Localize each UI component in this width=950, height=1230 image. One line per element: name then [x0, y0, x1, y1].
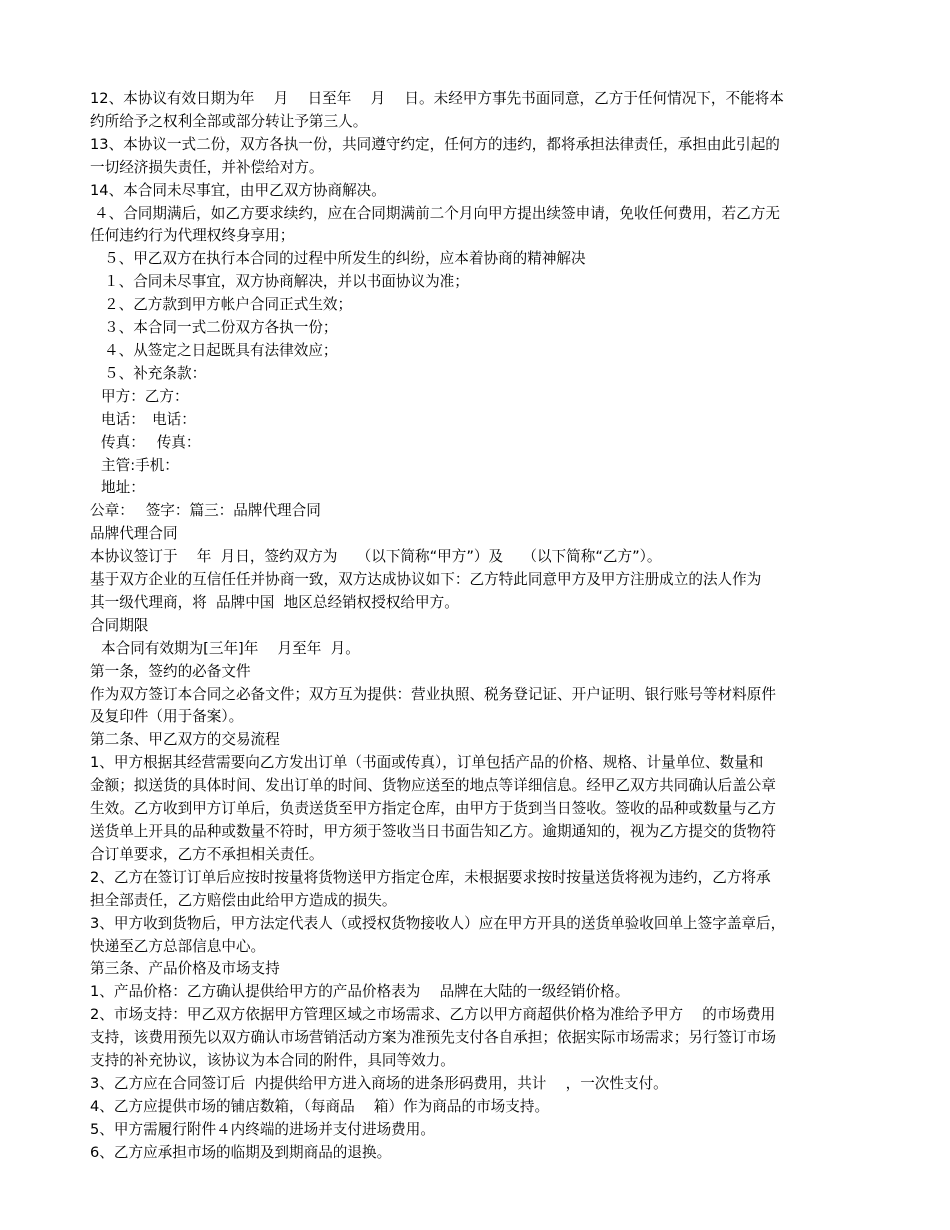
document-line: 本合同有效期为[三年]年 月至年 月。: [101, 639, 360, 657]
document-line: 快递至乙方总部信息中心。: [90, 937, 266, 955]
document-line: 传真： 传真：: [101, 433, 201, 451]
document-line: 第二条、甲乙双方的交易流程: [90, 731, 280, 749]
document-line: 14、本合同未尽事宜，由甲乙双方协商解决。: [90, 181, 386, 199]
document-line: 及复印件（用于备案）。: [90, 708, 244, 726]
document-line: 甲方：乙方：: [101, 387, 189, 405]
document-line: 电话： 电话：: [101, 410, 196, 428]
document-line: 第一条，签约的必备文件: [90, 662, 251, 680]
document-line: ５、补充条款：: [104, 364, 207, 382]
document-line: 本协议签订于 年 月日，签约双方为 （以下简称“甲方”）及 （以下简称“乙方”）。: [90, 548, 662, 566]
document-line: 12、本协议有效日期为年 月 日至年 月 日。未经甲方事先书面同意，乙方于任何情况下，不能将本: [90, 90, 784, 107]
document-line: 一切经济损失责任，并补偿给对方。: [90, 158, 324, 176]
document-line: 2、乙方在签订订单后应按时按量将货物送甲方指定仓库，未根据要求按时按量送货将视为违约，乙方将承: [90, 868, 771, 886]
document-line: 1、产品价格：乙方确认提供给甲方的产品价格表为 品牌在大陆的一级经销价格。: [90, 983, 630, 1001]
document-line: 第三条、产品价格及市场支持: [90, 960, 280, 978]
document-line: 3、乙方应在合同签订后 内提供给甲方进入商场的进条形码费用，共计 ，一次性支付。: [90, 1074, 668, 1092]
document-line: 5、甲方需履行附件４内终端的进场并支付进场费用。: [90, 1120, 435, 1138]
document-line: 合同期限: [90, 616, 149, 634]
document-line: 约所给予之权利全部或部分转让予第三人。: [90, 112, 368, 130]
document-line: ４、合同期满后，如乙方要求续约，应在合同期满前二个月向甲方提出续签申请，免收任何费用，若乙方无: [94, 204, 780, 222]
document-line: 3、甲方收到货物后，甲方法定代表人（或授权货物接收人）应在甲方开具的送货单验收回单上签字盖章后，: [90, 914, 786, 932]
document-line: ４、从签定之日起既具有法律效应；: [104, 341, 338, 359]
document-line: 支持的补充协议，该协议为本合同的附件，具同等效力。: [90, 1052, 455, 1070]
document-line: 2、市场支持：甲乙双方依据甲方管理区域之市场需求、乙方以甲方商超供价格为准给予甲方 的市场费用: [90, 1006, 776, 1024]
document-line: 主管:手机：: [101, 456, 179, 474]
document-line: ３、本合同一式二份双方各执一份；: [104, 319, 338, 337]
document-line: 支持，该费用预先以双方确认市场营销活动方案为准预先支付各自承担；依据实际市场需求；另行签订市场: [90, 1029, 776, 1047]
document-line: 生效。乙方收到甲方订单后，负责送货至甲方指定仓库，由甲方于货到当日签收。签收的品种或数量与乙方: [90, 800, 776, 818]
document-line: 1、甲方根据其经营需要向乙方发出订单（书面或传真），订单包括产品的价格、规格、计量单位、数量和: [90, 754, 764, 772]
document-line: 基于双方企业的互信任任并协商一致，双方达成协议如下：乙方特此同意甲方及甲方注册成立的法人作为: [90, 571, 762, 589]
document-line: 作为双方签订本合同之必备文件；双方互为提供：营业执照、税务登记证、开户证明、银行账号等材料原件: [90, 685, 776, 703]
document-line: 其一级代理商，将 品牌中国 地区总经销权授权给甲方。: [90, 593, 459, 611]
document-line: １、合同未尽事宜，双方协商解决，并以书面协议为准；: [104, 273, 469, 291]
document-line: ２、乙方款到甲方帐户合同正式生效；: [104, 296, 353, 314]
document-line: 6、乙方应承担市场的临期及到期商品的退换。: [90, 1143, 392, 1161]
document-line: 合订单要求，乙方不承担相关责任。: [90, 845, 324, 863]
document-line: 品牌代理合同: [90, 525, 178, 543]
document-line: 担全部责任，乙方赔偿由此给甲方造成的损失。: [90, 891, 397, 909]
document-line: 13、本协议一式二份，双方各执一份，共同遵守约定，任何方的违约，都将承担法律责任，承担由此引起的: [90, 135, 780, 153]
document-line: ５、甲乙双方在执行本合同的过程中所发生的纠纷，应本着协商的精神解决: [104, 250, 586, 268]
document-line: 金额；拟送货的具体时间、发出订单的时间、货物应送至的地点等详细信息。经甲乙双方共同确认后盖公章: [90, 777, 776, 795]
document-line: 任何违约行为代理权终身享用；: [90, 227, 295, 245]
document-line: 4、乙方应提供市场的铺店数箱，（每商品 箱）作为商品的市场支持。: [90, 1097, 550, 1115]
document-line: 公章： 签字：篇三：品牌代理合同: [90, 502, 321, 520]
document-line: 地址：: [101, 479, 145, 497]
document-line: 送货单上开具的品种或数量不符时，甲方须于签收当日书面告知乙方。逾期通知的，视为乙方提交的货物符: [90, 823, 776, 840]
